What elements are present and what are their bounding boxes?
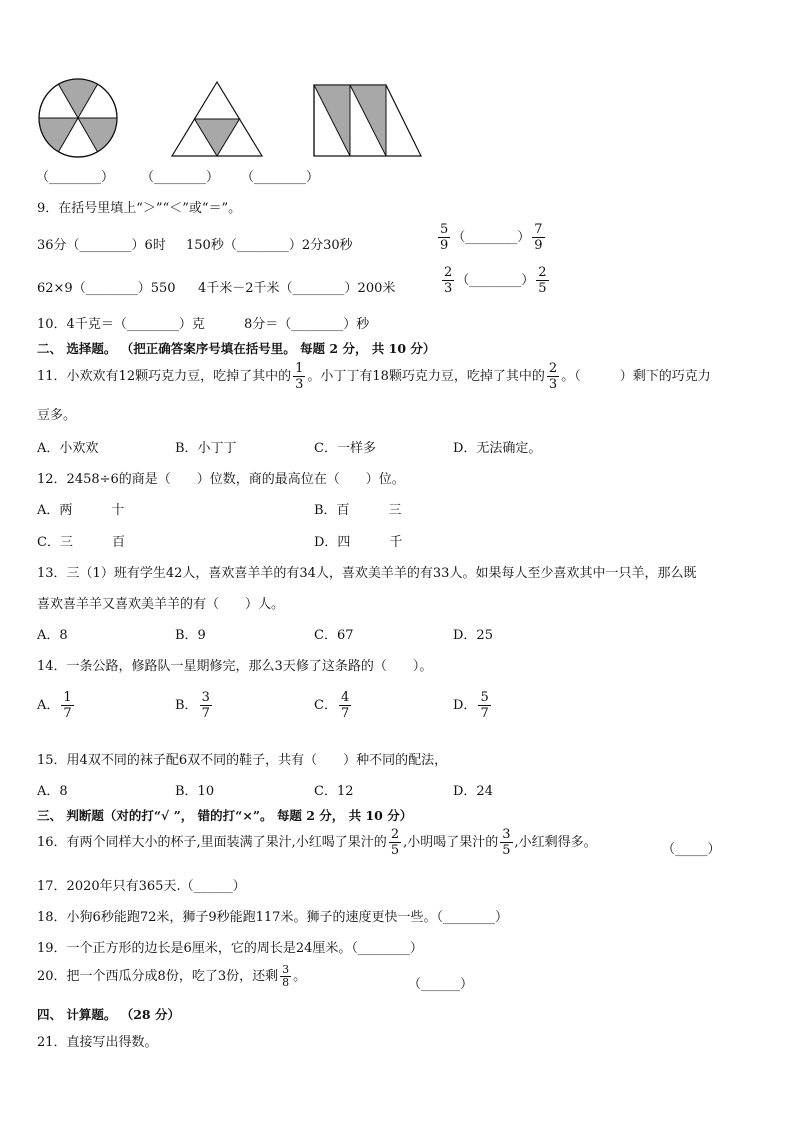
- q15-option-d[interactable]: D．24: [453, 784, 493, 799]
- q9-title: 9．在括号里填上“＞”“＜”或“＝”。: [37, 201, 242, 216]
- q10-a[interactable]: 10．4千克＝（________）克: [37, 317, 205, 332]
- fraction: $\frac{2}{3}$: [548, 361, 558, 392]
- q9-row2-c[interactable]: $\frac{2}{3}$ （________） $\frac{2}{5}$: [444, 265, 547, 296]
- q18-text[interactable]: 18．小狗6秒能跑72米，狮子9秒能跑117米。狮子的速度更快一些。（________）: [37, 910, 508, 925]
- q9-row2-b[interactable]: 4千米－2千米（________）200米: [198, 281, 396, 296]
- q16-text: 16．有两个同样大小的杯子,里面装满了果汁,小红喝了果汁的 $\frac{2}{5}$ ,小明喝了果汁的 $\frac{3}{5}$ ,小红剩得多。: [37, 827, 597, 858]
- q20-text: 20．把一个西瓜分成8份，吃了3份，还剩 $\frac{3}{8}$ 。: [37, 963, 307, 989]
- fraction: $\frac{1}{7}$: [63, 690, 72, 721]
- section-3-heading: 三、 判断题（对的打“√ ”， 错的打“×”。 每题 2 分， 共 10 分）: [37, 808, 413, 823]
- q10-b[interactable]: 8分＝（________）秒: [244, 317, 370, 332]
- q13-option-c[interactable]: C．67: [314, 628, 354, 643]
- q11-option-d[interactable]: D．无法确定。: [453, 441, 542, 456]
- q15-option-a[interactable]: A．8: [37, 784, 68, 799]
- q9-row2-a[interactable]: 62×9（________）550: [37, 281, 176, 296]
- q14-option-d[interactable]: D． $\frac{5}{7}$: [453, 690, 489, 721]
- q12-option-a[interactable]: A．两 十: [37, 503, 125, 518]
- q19-text[interactable]: 19．一个正方形的边长是6厘米，它的周长是24厘米。（________）: [37, 941, 423, 956]
- q9-row1-c[interactable]: $\frac{5}{9}$ （________） $\frac{7}{9}$: [440, 222, 543, 253]
- fraction: $\frac{3}{8}$: [282, 963, 290, 989]
- q17-text[interactable]: 17．2020年只有365天.（______）: [37, 879, 246, 894]
- q20-blank[interactable]: （______）: [408, 977, 474, 992]
- fraction: $\frac{4}{7}$: [340, 690, 350, 721]
- q15-text: 15．用4双不同的袜子配6双不同的鞋子，共有（ ）种不同的配法，: [37, 753, 448, 768]
- q13-option-d[interactable]: D．25: [453, 628, 493, 643]
- q12-option-c[interactable]: C．三 百: [37, 535, 125, 550]
- q14-option-b[interactable]: B． $\frac{3}{7}$: [175, 690, 210, 721]
- q15-option-c[interactable]: C．12: [314, 784, 354, 799]
- fraction: $\frac{5}{7}$: [480, 690, 489, 721]
- q14-option-a[interactable]: A． $\frac{1}{7}$: [37, 690, 72, 721]
- q11-option-a[interactable]: A．小欢欢: [37, 441, 99, 456]
- q11-line2: 豆多。: [37, 408, 77, 423]
- q13-option-b[interactable]: B．9: [175, 628, 206, 643]
- q12-option-b[interactable]: B．百 三: [314, 503, 402, 518]
- fraction: $\frac{2}{3}$: [444, 265, 453, 296]
- q14-option-c[interactable]: C． $\frac{4}{7}$: [314, 690, 350, 721]
- fraction: $\frac{3}{5}$: [502, 827, 511, 858]
- q11-line1: 11．小欢欢有12颗巧克力豆，吃掉了其中的 $\frac{1}{3}$ 。小丁丁有18颗巧克力豆，吃掉了其中的 $\frac{2}{3}$ 。（ ）剩下的巧克力: [37, 361, 711, 392]
- q12-text: 12．2458÷6的商是（ ）位数，商的最高位在（ ）位。: [37, 472, 405, 487]
- q13-option-a[interactable]: A．8: [37, 628, 68, 643]
- figure-blank-1[interactable]: （________）: [36, 170, 115, 185]
- q11-option-b[interactable]: B．小丁丁: [175, 441, 237, 456]
- figure-blank-2[interactable]: （________）: [141, 170, 220, 185]
- fraction: $\frac{2}{5}$: [390, 827, 400, 858]
- q9-row1-a[interactable]: 36分（________）6时: [37, 238, 166, 253]
- fraction: $\frac{2}{5}$: [538, 265, 547, 296]
- q12-option-d[interactable]: D．四 千: [314, 535, 403, 550]
- q13-line1: 13．三（1）班有学生42人，喜欢喜羊羊的有34人，喜欢美羊羊的有33人。如果每人至少喜欢其中一只羊，那么既: [37, 566, 697, 581]
- parallelogram-fraction-figure: [312, 83, 424, 159]
- q14-text: 14．一条公路，修路队一星期修完，那么3天修了这条路的（ ）。: [37, 659, 433, 674]
- circle-fraction-figure: [36, 77, 122, 159]
- q16-blank[interactable]: （_____）: [662, 842, 721, 857]
- q11-option-c[interactable]: C．一样多: [314, 441, 376, 456]
- q15-option-b[interactable]: B．10: [175, 784, 215, 799]
- fraction: $\frac{5}{9}$: [440, 222, 449, 253]
- fraction: $\frac{3}{7}$: [201, 690, 210, 721]
- figure-blank-3[interactable]: （________）: [241, 170, 320, 185]
- q21-text: 21．直接写出得数。: [37, 1035, 158, 1050]
- q13-line2: 喜欢喜羊羊又喜欢美羊羊的有（ ）人。: [37, 597, 285, 612]
- q9-row1-b[interactable]: 150秒（________）2分30秒: [186, 238, 353, 253]
- section-4-heading: 四、 计算题。 （28 分）: [37, 1007, 180, 1022]
- fraction: $\frac{1}{3}$: [295, 361, 304, 392]
- fraction: $\frac{7}{9}$: [534, 222, 543, 253]
- triangle-fraction-figure: [170, 80, 264, 158]
- section-2-heading: 二、 选择题。 （把正确答案序号填在括号里。 每题 2 分， 共 10 分）: [37, 341, 436, 356]
